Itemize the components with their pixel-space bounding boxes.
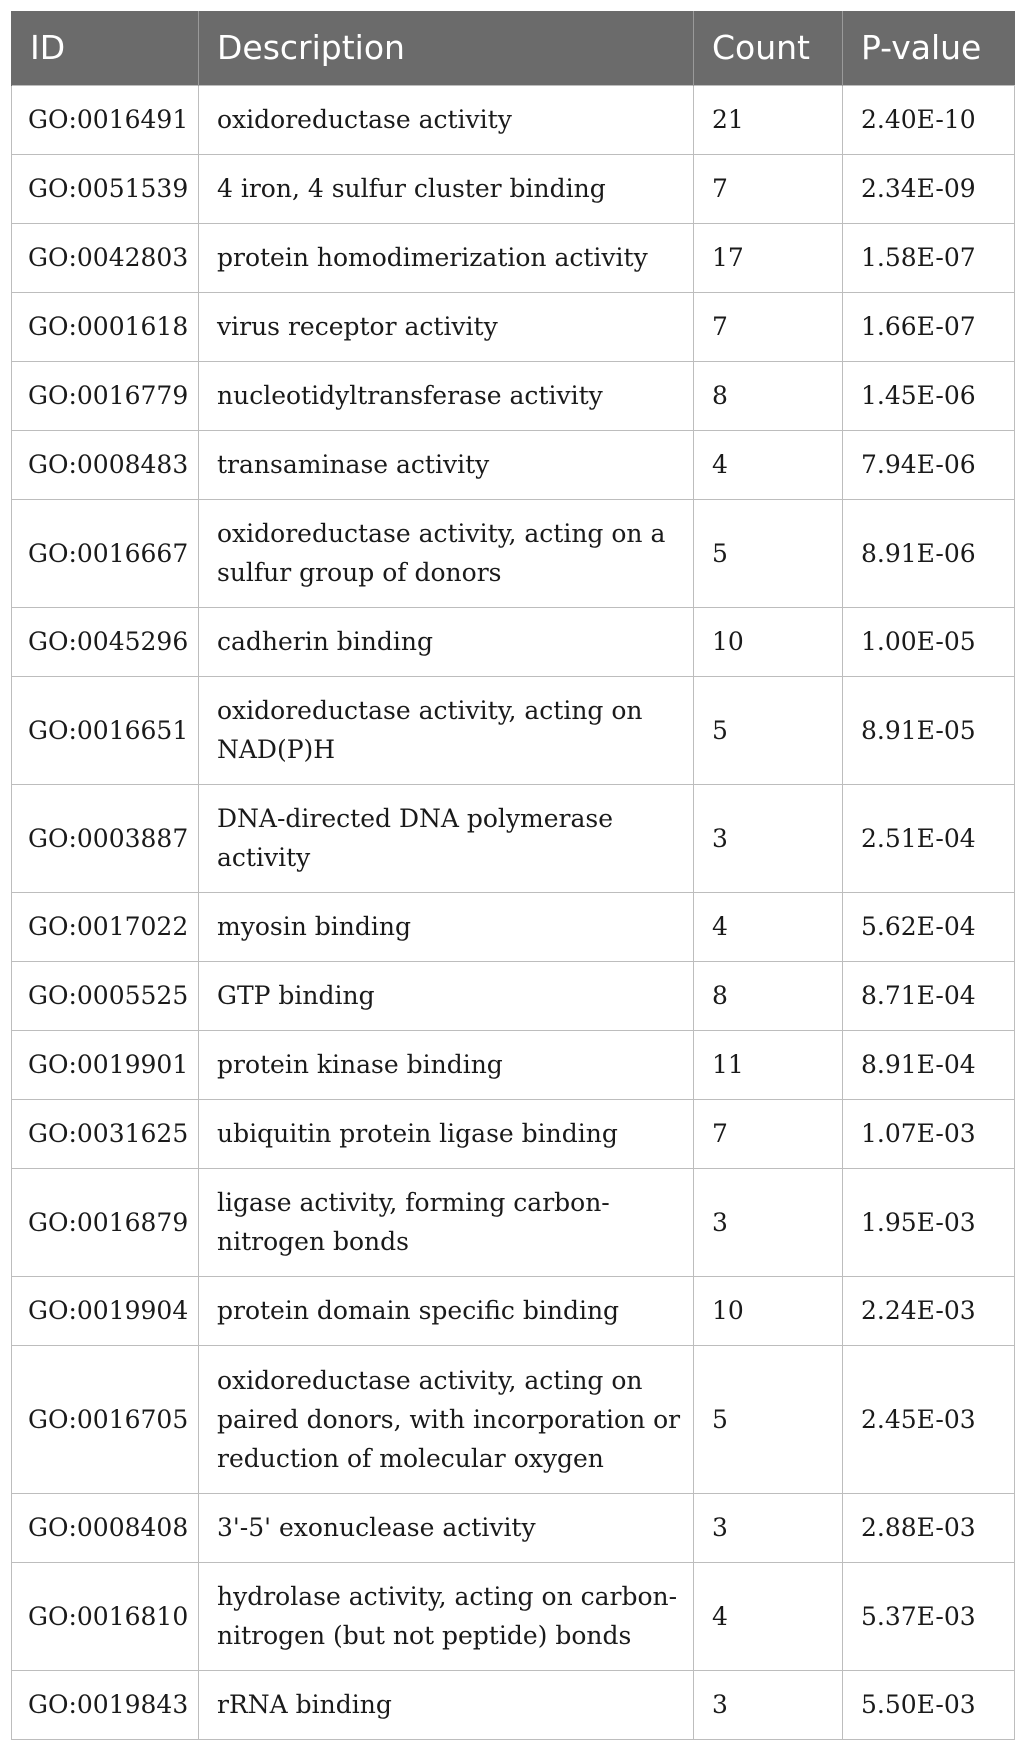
cell-pvalue: 7.94E-06 xyxy=(843,430,1015,499)
cell-description: hydrolase activity, acting on carbon-nitrogen (but not peptide) bonds xyxy=(199,1562,694,1670)
cell-count: 3 xyxy=(694,1168,843,1276)
table-row xyxy=(12,961,1015,1030)
cell-description: oxidoreductase activity, acting on a sulfur group of donors xyxy=(199,499,694,607)
cell-pvalue: 8.91E-04 xyxy=(843,1030,1015,1099)
table-body xyxy=(12,85,1015,1739)
cell-count: 3 xyxy=(694,1670,843,1739)
table-row xyxy=(12,1562,1015,1670)
table-row xyxy=(12,892,1015,961)
cell-count: 7 xyxy=(694,154,843,223)
table-row xyxy=(12,1168,1015,1276)
cell-id: GO:0016879 xyxy=(12,1168,199,1276)
cell-pvalue: 1.07E-03 xyxy=(843,1099,1015,1168)
cell-description: protein kinase binding xyxy=(199,1030,694,1099)
table-row xyxy=(12,154,1015,223)
cell-count: 10 xyxy=(694,1276,843,1345)
cell-description: transaminase activity xyxy=(199,430,694,499)
table-row xyxy=(12,85,1015,154)
table-row xyxy=(12,607,1015,676)
table-row xyxy=(12,1493,1015,1562)
cell-pvalue: 5.62E-04 xyxy=(843,892,1015,961)
header-description: Description xyxy=(199,11,694,85)
table-row xyxy=(12,223,1015,292)
cell-pvalue: 2.45E-03 xyxy=(843,1345,1015,1493)
cell-count: 5 xyxy=(694,676,843,784)
go-enrichment-table xyxy=(11,11,1015,1740)
cell-id: GO:0003887 xyxy=(12,784,199,892)
cell-count: 3 xyxy=(694,1493,843,1562)
header-pvalue: P-value xyxy=(843,11,1015,85)
cell-id: GO:0051539 xyxy=(12,154,199,223)
cell-count: 8 xyxy=(694,961,843,1030)
table-row xyxy=(12,676,1015,784)
cell-description: nucleotidyltransferase activity xyxy=(199,361,694,430)
cell-pvalue: 1.58E-07 xyxy=(843,223,1015,292)
cell-description: protein domain specific binding xyxy=(199,1276,694,1345)
header-id: ID xyxy=(12,11,199,85)
cell-id: GO:0005525 xyxy=(12,961,199,1030)
cell-count: 5 xyxy=(694,1345,843,1493)
cell-id: GO:0019901 xyxy=(12,1030,199,1099)
cell-pvalue: 2.88E-03 xyxy=(843,1493,1015,1562)
cell-count: 4 xyxy=(694,1562,843,1670)
cell-description: ubiquitin protein ligase binding xyxy=(199,1099,694,1168)
table-row xyxy=(12,1670,1015,1739)
cell-id: GO:0016779 xyxy=(12,361,199,430)
table-row xyxy=(12,1030,1015,1099)
table-row xyxy=(12,784,1015,892)
cell-count: 5 xyxy=(694,499,843,607)
cell-description: oxidoreductase activity xyxy=(199,85,694,154)
cell-id: GO:0019843 xyxy=(12,1670,199,1739)
cell-id: GO:0017022 xyxy=(12,892,199,961)
cell-pvalue: 1.00E-05 xyxy=(843,607,1015,676)
cell-id: GO:0016810 xyxy=(12,1562,199,1670)
cell-id: GO:0045296 xyxy=(12,607,199,676)
table-row xyxy=(12,1345,1015,1493)
cell-count: 4 xyxy=(694,430,843,499)
cell-pvalue: 2.24E-03 xyxy=(843,1276,1015,1345)
cell-pvalue: 8.91E-05 xyxy=(843,676,1015,784)
cell-count: 4 xyxy=(694,892,843,961)
cell-pvalue: 2.51E-04 xyxy=(843,784,1015,892)
cell-description: cadherin binding xyxy=(199,607,694,676)
table-row xyxy=(12,361,1015,430)
cell-description: protein homodimerization activity xyxy=(199,223,694,292)
cell-pvalue: 5.37E-03 xyxy=(843,1562,1015,1670)
cell-pvalue: 2.40E-10 xyxy=(843,85,1015,154)
table-row xyxy=(12,1099,1015,1168)
cell-pvalue: 1.45E-06 xyxy=(843,361,1015,430)
header-count: Count xyxy=(694,11,843,85)
cell-description: DNA-directed DNA polymerase activity xyxy=(199,784,694,892)
cell-id: GO:0019904 xyxy=(12,1276,199,1345)
cell-description: 3'-5' exonuclease activity xyxy=(199,1493,694,1562)
table-header xyxy=(12,11,1015,85)
table-row xyxy=(12,430,1015,499)
cell-id: GO:0016667 xyxy=(12,499,199,607)
cell-description: oxidoreductase activity, acting on paired donors, with incorporation or reduction of molecular oxygen xyxy=(199,1345,694,1493)
cell-count: 17 xyxy=(694,223,843,292)
cell-pvalue: 1.95E-03 xyxy=(843,1168,1015,1276)
cell-description: oxidoreductase activity, acting on NAD(P)H xyxy=(199,676,694,784)
cell-count: 7 xyxy=(694,1099,843,1168)
table-row xyxy=(12,1276,1015,1345)
cell-count: 7 xyxy=(694,292,843,361)
cell-id: GO:0008483 xyxy=(12,430,199,499)
cell-count: 10 xyxy=(694,607,843,676)
table-row xyxy=(12,499,1015,607)
cell-pvalue: 1.66E-07 xyxy=(843,292,1015,361)
cell-count: 21 xyxy=(694,85,843,154)
cell-pvalue: 2.34E-09 xyxy=(843,154,1015,223)
cell-pvalue: 5.50E-03 xyxy=(843,1670,1015,1739)
cell-pvalue: 8.71E-04 xyxy=(843,961,1015,1030)
cell-id: GO:0031625 xyxy=(12,1099,199,1168)
cell-id: GO:0016491 xyxy=(12,85,199,154)
cell-description: myosin binding xyxy=(199,892,694,961)
cell-description: rRNA binding xyxy=(199,1670,694,1739)
cell-id: GO:0008408 xyxy=(12,1493,199,1562)
cell-description: 4 iron, 4 sulfur cluster binding xyxy=(199,154,694,223)
cell-id: GO:0016651 xyxy=(12,676,199,784)
cell-count: 8 xyxy=(694,361,843,430)
cell-pvalue: 8.91E-06 xyxy=(843,499,1015,607)
cell-id: GO:0001618 xyxy=(12,292,199,361)
cell-description: ligase activity, forming carbon-nitrogen bonds xyxy=(199,1168,694,1276)
table-row xyxy=(12,292,1015,361)
cell-count: 3 xyxy=(694,784,843,892)
cell-id: GO:0042803 xyxy=(12,223,199,292)
header-row xyxy=(12,11,1015,85)
cell-count: 11 xyxy=(694,1030,843,1099)
cell-id: GO:0016705 xyxy=(12,1345,199,1493)
cell-description: GTP binding xyxy=(199,961,694,1030)
cell-description: virus receptor activity xyxy=(199,292,694,361)
